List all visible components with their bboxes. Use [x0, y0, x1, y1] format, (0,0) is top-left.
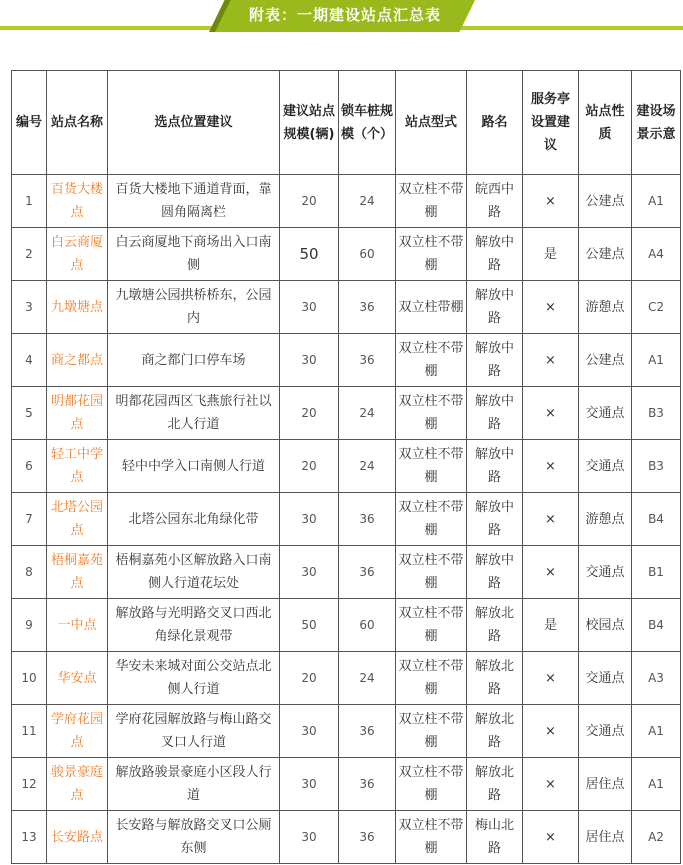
cell-station-name: 百货大楼点 [47, 175, 108, 228]
cell-bikes: 30 [280, 281, 339, 334]
cell-type: 双立柱不带棚 [396, 387, 467, 440]
cell-kiosk: × [523, 652, 579, 705]
table-row [12, 546, 681, 599]
cell-nature: 交通点 [579, 387, 632, 440]
cell-bikes: 20 [280, 175, 339, 228]
cell-bikes: 30 [280, 334, 339, 387]
cell-nature: 公建点 [579, 334, 632, 387]
cell-station-name: 轻工中学点 [47, 440, 108, 493]
cell-nature: 交通点 [579, 440, 632, 493]
table-row [12, 599, 681, 652]
cell-bikes: 30 [280, 546, 339, 599]
cell-nature: 居住点 [579, 758, 632, 811]
cell-no: 4 [12, 334, 47, 387]
cell-docks: 24 [339, 175, 396, 228]
cell-type: 双立柱不带棚 [396, 440, 467, 493]
cell-road: 解放北路 [467, 705, 523, 758]
header-nature: 站点性质 [579, 71, 632, 175]
table-row [12, 281, 681, 334]
header-docks: 锁车桩规模（个） [339, 71, 396, 175]
cell-kiosk: × [523, 493, 579, 546]
cell-location: 明都花园西区飞燕旅行社以北人行道 [108, 387, 280, 440]
header-bikes: 建议站点规模(辆) [280, 71, 339, 175]
cell-road: 解放中路 [467, 440, 523, 493]
cell-road: 解放中路 [467, 546, 523, 599]
cell-no: 9 [12, 599, 47, 652]
table-row [12, 493, 681, 546]
cell-kiosk: × [523, 440, 579, 493]
cell-scene: A1 [632, 758, 681, 811]
cell-bikes: 50 [280, 228, 339, 281]
cell-scene: A1 [632, 175, 681, 228]
cell-docks: 36 [339, 281, 396, 334]
cell-road: 解放北路 [467, 758, 523, 811]
cell-nature: 游憩点 [579, 281, 632, 334]
table-row [12, 758, 681, 811]
cell-docks: 24 [339, 652, 396, 705]
cell-scene: B3 [632, 387, 681, 440]
header-scene: 建设场景示意 [632, 71, 681, 175]
cell-location: 北塔公园东北角绿化带 [108, 493, 280, 546]
cell-road: 解放北路 [467, 652, 523, 705]
cell-scene: B1 [632, 546, 681, 599]
cell-nature: 居住点 [579, 811, 632, 864]
cell-scene: A4 [632, 228, 681, 281]
header-station-name: 站点名称 [47, 71, 108, 175]
cell-road: 解放中路 [467, 281, 523, 334]
cell-no: 12 [12, 758, 47, 811]
page-title: 附表：一期建设站点汇总表 [248, 6, 441, 24]
cell-docks: 36 [339, 811, 396, 864]
cell-station-name: 华安点 [47, 652, 108, 705]
cell-no: 11 [12, 705, 47, 758]
cell-kiosk: × [523, 758, 579, 811]
cell-location: 解放路骏景豪庭小区段人行道 [108, 758, 280, 811]
table-row [12, 334, 681, 387]
cell-road: 解放北路 [467, 599, 523, 652]
cell-scene: A3 [632, 652, 681, 705]
cell-location: 华安未来城对面公交站点北侧人行道 [108, 652, 280, 705]
cell-type: 双立柱不带棚 [396, 546, 467, 599]
cell-station-name: 学府花园点 [47, 705, 108, 758]
cell-bikes: 20 [280, 652, 339, 705]
cell-bikes: 20 [280, 440, 339, 493]
cell-docks: 24 [339, 387, 396, 440]
cell-station-name: 梧桐嘉苑点 [47, 546, 108, 599]
cell-type: 双立柱不带棚 [396, 652, 467, 705]
cell-docks: 60 [339, 599, 396, 652]
cell-scene: C2 [632, 281, 681, 334]
cell-station-name: 明都花园点 [47, 387, 108, 440]
cell-docks: 36 [339, 758, 396, 811]
cell-type: 双立柱不带棚 [396, 334, 467, 387]
cell-road: 皖西中路 [467, 175, 523, 228]
cell-nature: 游憩点 [579, 493, 632, 546]
table-row [12, 440, 681, 493]
cell-station-name: 一中点 [47, 599, 108, 652]
station-summary-table [11, 70, 681, 864]
title-banner [0, 0, 683, 32]
cell-bikes: 30 [280, 811, 339, 864]
table-row [12, 652, 681, 705]
cell-station-name: 白云商厦点 [47, 228, 108, 281]
cell-scene: B3 [632, 440, 681, 493]
cell-no: 13 [12, 811, 47, 864]
cell-bikes: 50 [280, 599, 339, 652]
cell-no: 1 [12, 175, 47, 228]
cell-no: 3 [12, 281, 47, 334]
cell-type: 双立柱不带棚 [396, 175, 467, 228]
cell-location: 轻中中学入口南侧人行道 [108, 440, 280, 493]
cell-bikes: 30 [280, 705, 339, 758]
cell-no: 5 [12, 387, 47, 440]
cell-scene: A1 [632, 334, 681, 387]
cell-bikes: 30 [280, 493, 339, 546]
header-road: 路名 [467, 71, 523, 175]
cell-scene: A1 [632, 705, 681, 758]
cell-no: 6 [12, 440, 47, 493]
cell-kiosk: × [523, 387, 579, 440]
cell-location: 长安路与解放路交叉口公厕东侧 [108, 811, 280, 864]
cell-type: 双立柱不带棚 [396, 705, 467, 758]
table-row [12, 811, 681, 864]
table-header-row [12, 71, 681, 175]
cell-scene: B4 [632, 493, 681, 546]
cell-nature: 公建点 [579, 175, 632, 228]
cell-station-name: 北塔公园点 [47, 493, 108, 546]
cell-station-name: 骏景豪庭点 [47, 758, 108, 811]
cell-no: 10 [12, 652, 47, 705]
cell-nature: 公建点 [579, 228, 632, 281]
cell-kiosk: × [523, 334, 579, 387]
cell-kiosk: × [523, 811, 579, 864]
cell-scene: A2 [632, 811, 681, 864]
cell-type: 双立柱不带棚 [396, 228, 467, 281]
cell-nature: 交通点 [579, 705, 632, 758]
cell-kiosk: × [523, 546, 579, 599]
cell-nature: 交通点 [579, 546, 632, 599]
cell-docks: 36 [339, 546, 396, 599]
table-row [12, 228, 681, 281]
cell-docks: 36 [339, 493, 396, 546]
cell-type: 双立柱带棚 [396, 281, 467, 334]
cell-kiosk: 是 [523, 599, 579, 652]
cell-location: 百货大楼地下通道背面，靠圆角隔离栏 [108, 175, 280, 228]
header-location: 选点位置建议 [108, 71, 280, 175]
header-type: 站点型式 [396, 71, 467, 175]
cell-kiosk: × [523, 281, 579, 334]
cell-nature: 交通点 [579, 652, 632, 705]
cell-road: 解放中路 [467, 387, 523, 440]
cell-no: 7 [12, 493, 47, 546]
cell-kiosk: × [523, 175, 579, 228]
cell-type: 双立柱不带棚 [396, 758, 467, 811]
cell-bikes: 20 [280, 387, 339, 440]
header-kiosk: 服务亭设置建议 [523, 71, 579, 175]
cell-road: 梅山北路 [467, 811, 523, 864]
cell-kiosk: × [523, 705, 579, 758]
cell-type: 双立柱不带棚 [396, 493, 467, 546]
table-row [12, 705, 681, 758]
cell-road: 解放中路 [467, 228, 523, 281]
cell-station-name: 九墩塘点 [47, 281, 108, 334]
cell-bikes: 30 [280, 758, 339, 811]
cell-road: 解放中路 [467, 334, 523, 387]
cell-nature: 校园点 [579, 599, 632, 652]
cell-type: 双立柱不带棚 [396, 811, 467, 864]
cell-location: 白云商厦地下商场出入口南侧 [108, 228, 280, 281]
cell-station-name: 商之都点 [47, 334, 108, 387]
cell-location: 学府花园解放路与梅山路交叉口人行道 [108, 705, 280, 758]
cell-location: 九墩塘公园拱桥桥东，公园内 [108, 281, 280, 334]
cell-road: 解放中路 [467, 493, 523, 546]
cell-location: 解放路与光明路交叉口西北角绿化景观带 [108, 599, 280, 652]
cell-docks: 36 [339, 334, 396, 387]
cell-no: 8 [12, 546, 47, 599]
cell-docks: 36 [339, 705, 396, 758]
cell-no: 2 [12, 228, 47, 281]
cell-docks: 24 [339, 440, 396, 493]
cell-location: 商之都门口停车场 [108, 334, 280, 387]
cell-station-name: 长安路点 [47, 811, 108, 864]
header-no: 编号 [12, 71, 47, 175]
cell-kiosk: 是 [523, 228, 579, 281]
table-row [12, 387, 681, 440]
cell-docks: 60 [339, 228, 396, 281]
table-row [12, 175, 681, 228]
cell-scene: B4 [632, 599, 681, 652]
cell-type: 双立柱不带棚 [396, 599, 467, 652]
cell-location: 梧桐嘉苑小区解放路入口南侧人行道花坛处 [108, 546, 280, 599]
